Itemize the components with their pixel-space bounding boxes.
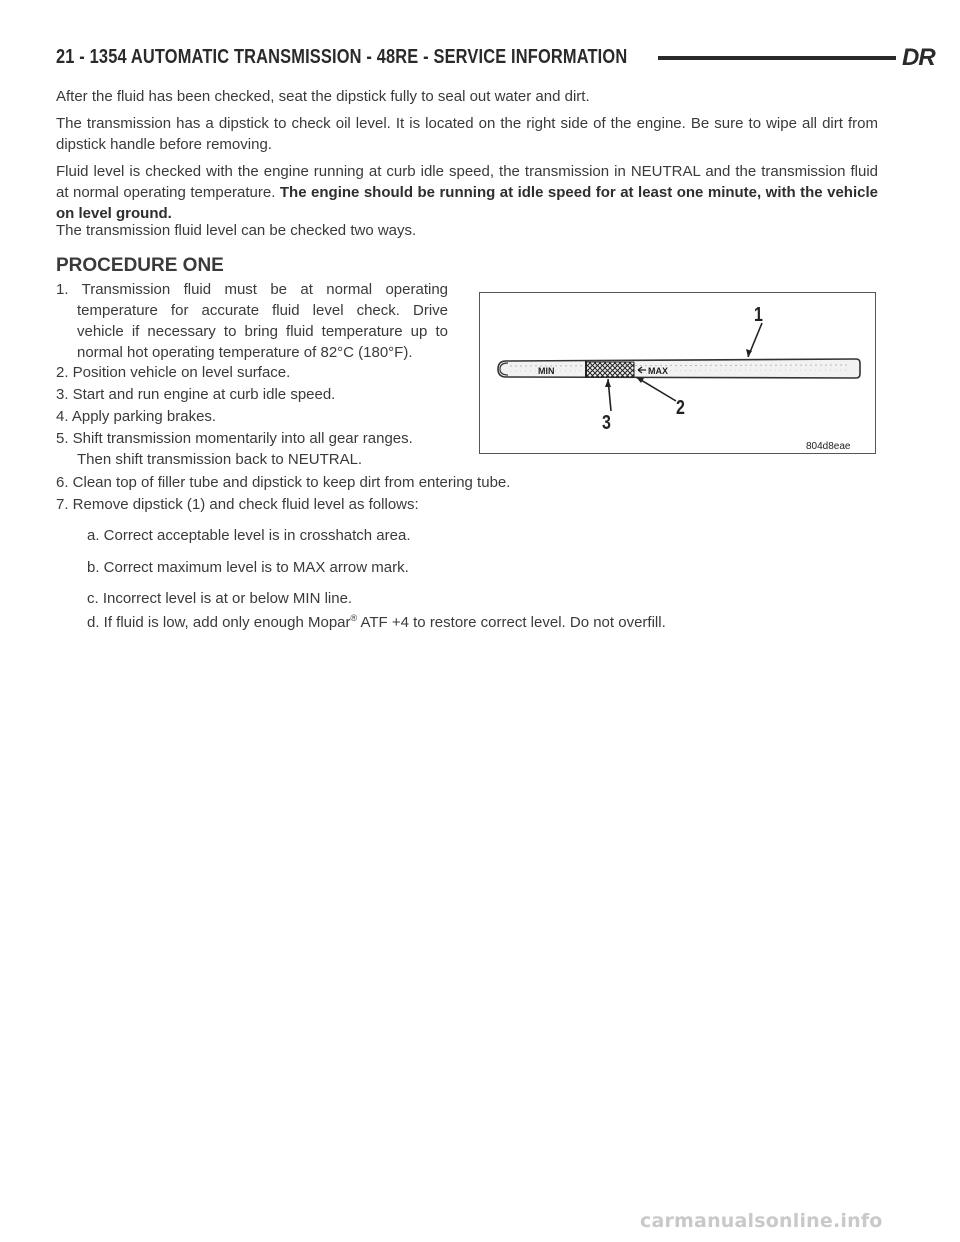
check-conditions-text: Fluid level is checked with the engine running at curb idle speed, the transmission in NEUTRAL and the transmission fluid at normal operating temperature. [56, 163, 878, 201]
sub-step-c: c. Incorrect level is at or below MIN line. [87, 590, 353, 607]
page-header [56, 42, 935, 76]
paragraph-seat-dipstick: After the fluid has been checked, seat the dipstick fully to seal out water and dirt. [56, 88, 590, 105]
header-title: 21 - 1354 AUTOMATIC TRANSMISSION - 48RE - SERVICE INFORMATION [56, 46, 628, 68]
registered-mark: ® [350, 613, 358, 623]
step-5-line-2: Then shift transmission back to NEUTRAL. [77, 451, 363, 468]
step-5 [56, 428, 448, 470]
max-label: MAX [648, 366, 668, 376]
figure-id: 804d8eae [806, 441, 851, 452]
sub-step-d [87, 608, 666, 633]
step-1 [56, 279, 448, 363]
step-6: 6. Clean top of filler tube and dipstick to keep dirt from entering tube. [56, 474, 511, 491]
paragraph-two-ways: The transmission fluid level can be checked two ways. [56, 222, 417, 239]
sub-step-d-text-post: ATF +4 to restore correct level. Do not overfill. [360, 614, 666, 631]
min-label: MIN [538, 366, 555, 376]
site-watermark: carmanualsonline.info [640, 1210, 883, 1232]
dipstick-figure [479, 292, 876, 454]
callout-1: 1 [754, 303, 763, 326]
step-1-line-3: vehicle if necessary to bring fluid temperature up to [77, 323, 448, 340]
step-3: 3. Start and run engine at curb idle speed. [56, 386, 336, 403]
step-5-line-1: 5. Shift transmission momentarily into all gear ranges. [56, 430, 413, 447]
step-1-line-2: temperature for accurate fluid level check. Drive [77, 302, 448, 319]
paragraph-dipstick-location: The transmission has a dipstick to check oil level. It is located on the right side of the engine. Be sure to wipe all dirt from dipstick handle before removing. [56, 115, 878, 153]
step-2: 2. Position vehicle on level surface. [56, 364, 291, 381]
dipstick-diagram [480, 293, 877, 455]
step-7: 7. Remove dipstick (1) and check fluid level as follows: [56, 496, 419, 513]
step-1-line-1: 1. Transmission fluid must be at normal operating [56, 281, 448, 298]
step-1-line-4: normal hot operating temperature of 82°C (180°F). [77, 344, 413, 361]
check-conditions-warning: The engine should be running at idle speed for at least one minute, with the vehicle on level ground. [56, 184, 878, 222]
sub-step-b: b. Correct maximum level is to MAX arrow mark. [87, 559, 409, 576]
step-4: 4. Apply parking brakes. [56, 408, 217, 425]
paragraph-check-conditions [56, 161, 878, 224]
section-code: DR [902, 44, 935, 71]
sub-step-d-text-pre: d. If fluid is low, add only enough Mopar [87, 614, 351, 631]
crosshatch-area [586, 362, 634, 377]
callout-2: 2 [676, 396, 685, 419]
procedure-heading: PROCEDURE ONE [56, 255, 224, 276]
callout-3: 3 [602, 411, 611, 434]
header-rule [658, 56, 896, 60]
sub-step-a: a. Correct acceptable level is in crosshatch area. [87, 527, 411, 544]
